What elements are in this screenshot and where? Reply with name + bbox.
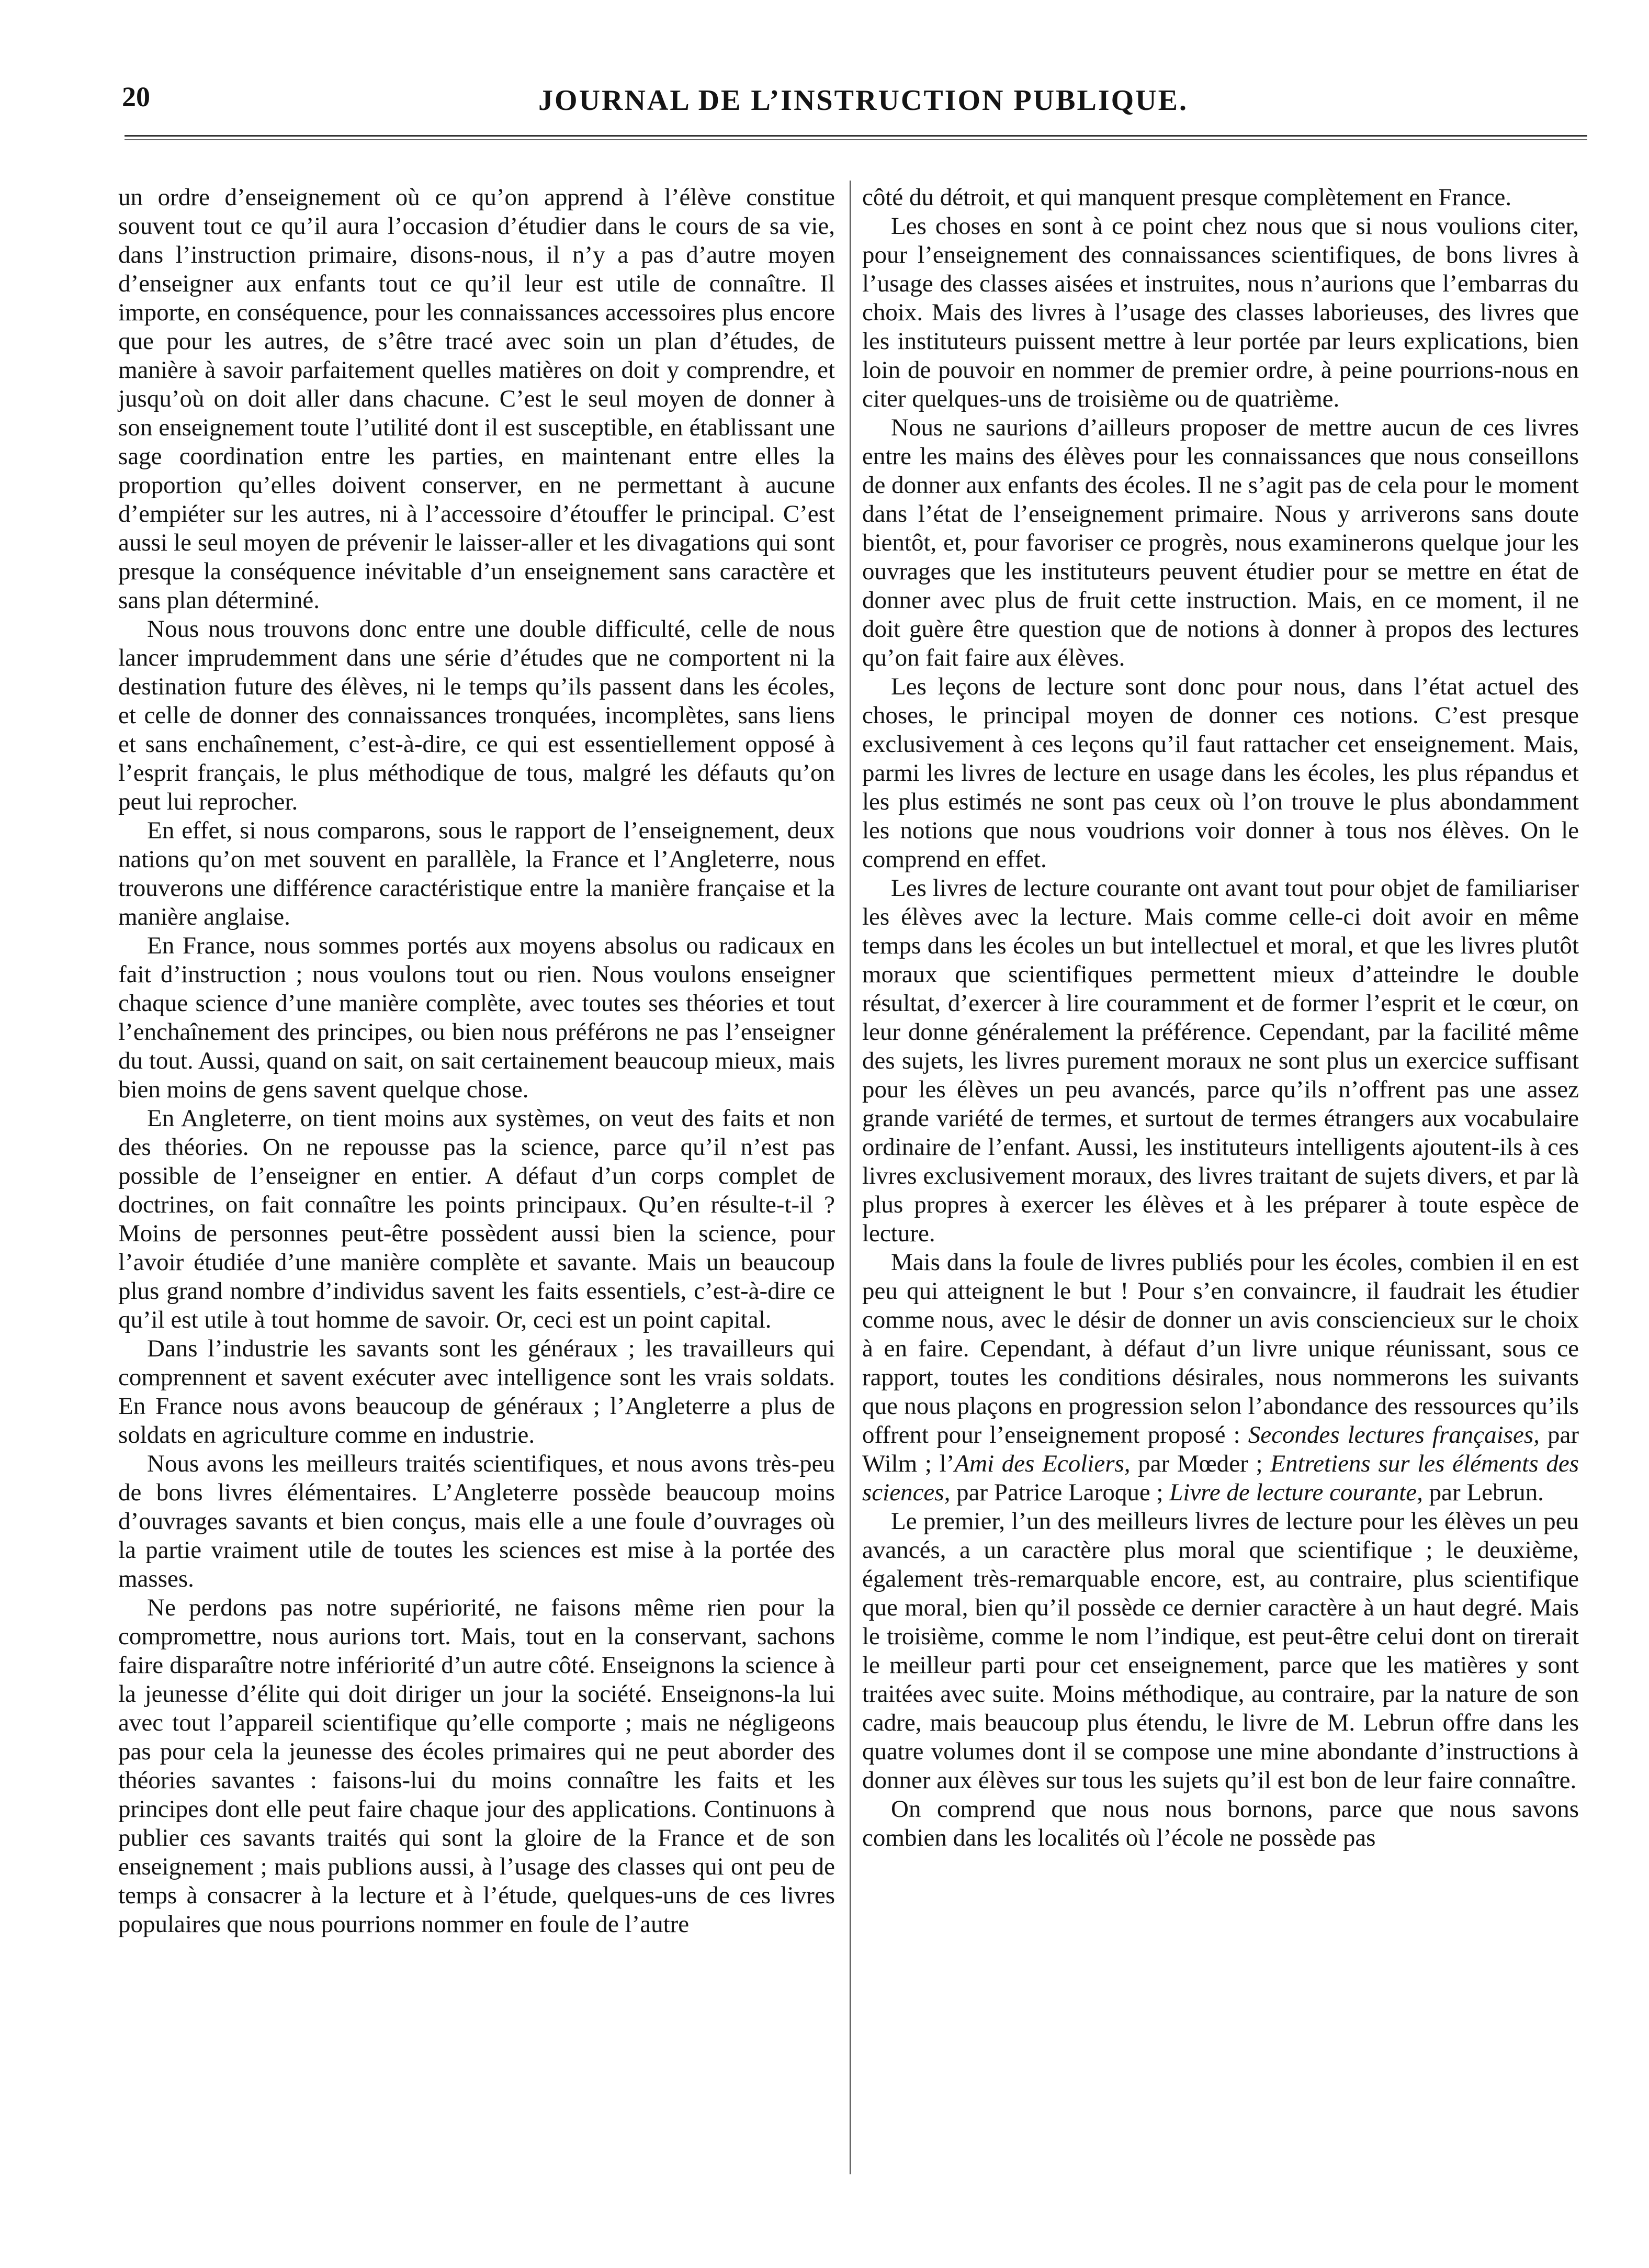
book-author: par Patrice Laroque ; — [950, 1479, 1170, 1506]
paragraph: Ne perdons pas notre supériorité, ne faisons même rien pour la compromettre, nous aurions tort. Mais, tout en la conservant, sachons faire disparaître notre infériorité d’un autre côté. Enseignons la science à la jeunesse d’élite qui doit diriger un jour la société. Enseignons-la lui avec tout l’appareil scientifique qu’elle comporte ; mais ne négligeons pas pour cela la jeunesse des écoles primaires qui ne peut aborder des théories savantes : faisons-lui du moins connaître les faits et les principes dont elle peut faire chaque jour des applications. Continuons à publier ces savants traités qui sont la gloire de la France et de son enseignement ; mais publions aussi, à l’usage des classes qui ont peu de temps à consacrer à la lecture et à l’étude, quelques-uns de ces livres populaires que nous pourrions nommer en foule de l’autre — [118, 1594, 835, 1938]
running-title: JOURNAL DE L’INSTRUCTION PUBLIQUE. — [538, 84, 1188, 117]
paragraph: Les choses en sont à ce point chez nous que si nous voulions citer, pour l’enseignement des connaissances scientifiques, de bons livres à l’usage des classes aisées et instruites, nous n’aurions que l’embarras du choix. Mais des livres à l’usage des classes laborieuses, des livres que les instituteurs puissent mettre à leur portée par leurs explications, bien loin de pouvoir en nommer de premier ordre, à peine pourrions-nous en citer quelques-uns de troisième ou de quatrième. — [862, 212, 1579, 412]
paragraph: Nous ne saurions d’ailleurs proposer de mettre aucun de ces livres entre les mains des élèves pour les connaissances que nous conseillons de donner aux enfants des écoles. Il ne s’agit pas de cela pour le moment dans l’état de l’enseignement primaire. Nous y arriverons sans doute bientôt, et, pour favoriser ce progrès, nous examinerons quelque jour les ouvrages que les instituteurs peuvent étudier pour se mettre en état de donner avec plus de fruit cette instruction. Mais, en ce moment, il ne doit guère être question que de notions à donner à propos des lectures qu’on fait faire aux élèves. — [862, 414, 1579, 671]
paragraph: Le premier, l’un des meilleurs livres de lecture pour les élèves un peu avancés, a un caractère plus moral que scientifique ; le deuxième, également très-remarquable encore, est, au contraire, plus scientifique que moral, bien qu’il possède ce dernier caractère à un haut degré. Mais le troisième, comme le nom l’indique, est peut-être celui dont on tirerait le meilleur parti pour cet enseignement, parce que les matières y sont traitées avec suite. Moins méthodique, au contraire, par la nature de son cadre, mais beaucoup plus étendu, le livre de M. Lebrun offre dans les quatre volumes dont il se compose une mine abondante d’instructions à donner aux élèves sur tous les sujets qu’il est bon de leur faire connaître. — [862, 1508, 1579, 1794]
paragraph: Nous nous trouvons donc entre une double difficulté, celle de nous lancer imprudemment dans une série d’études que ne comportent ni la destination future des élèves, ni le temps qu’ils passent dans les écoles, et celle de donner des connaissances tronquées, incomplètes, sans liens et sans enchaînement, c’est-à-dire, ce qui est essentiellement opposé à l’esprit français, le plus méthodique de tous, malgré les défauts qu’on peut lui reprocher. — [118, 615, 835, 815]
paragraph-book-list — [862, 1248, 1579, 1507]
paragraph: Les leçons de lecture sont donc pour nous, dans l’état actuel des choses, le principal moyen de donner ces notions. C’est presque exclusivement à ces leçons qu’il faut rattacher cet enseignement. Mais, parmi les livres de lecture en usage dans les écoles, les plus répandus et les plus estimés ne sont pas ceux où l’on trouve le plus abondamment les notions que nous voudrions voir donner à tous nos élèves. On le comprend en effet. — [862, 673, 1579, 873]
paragraph: un ordre d’enseignement où ce qu’on apprend à l’élève constitue souvent tout ce qu’il aura l’occasion d’étudier dans le cours de sa vie, dans l’instruction primaire, disons-nous, il n’y a pas d’autre moyen d’enseigner aux enfants tout ce qu’il leur est utile de connaître. Il importe, en conséquence, pour les connaissances accessoires plus encore que pour les autres, de s’être tracé avec soin un plan d’études, de manière à savoir parfaitement quelles matières on doit y comprendre, et jusqu’où on doit aller dans chacune. C’est le seul moyen de donner à son enseignement toute l’utilité dont il est susceptible, en établissant une sage coordination entre les parties, en maintenant entre elles la proportion qu’elles doivent conserver, en ne permettant à aucune d’empiéter sur les autres, ni à l’accessoire d’étouffer le principal. C’est aussi le seul moyen de prévenir le laisser-aller et les divagations qui sont presque la conséquence inévitable d’un enseignement sans caractère et sans plan déterminé. — [118, 184, 835, 614]
left-column — [118, 183, 835, 1939]
paragraph: Dans l’industrie les savants sont les généraux ; les travailleurs qui comprennent et savent exécuter avec intelligence sont les vrais soldats. En France nous avons beaucoup de généraux ; l’Angleterre a plus de soldats en agriculture comme en industrie. — [118, 1335, 835, 1449]
book-title: Entretiens sur les éléments des sciences, — [862, 1450, 1579, 1506]
paragraph: Les livres de lecture courante ont avant tout pour objet de familiariser les élèves avec la lecture. Mais comme celle-ci doit avoir en même temps dans les écoles un but intellectuel et moral, et que les livres plutôt moraux que scientifiques permettent mieux d’atteindre le double résultat, d’exercer à lire couramment et de former l’esprit et le cœur, on leur donne généralement la préférence. Cependant, par la facilité même des sujets, les livres purement moraux ne sont plus un exercice suffisant pour les élèves un peu avancés, parce qu’ils n’offrent pas une assez grande variété de termes, et surtout de termes étrangers aux vocabulaire ordinaire de l’enfant. Aussi, les instituteurs intelligents ajoutent-ils à ces livres exclusivement moraux, des livres traitant de sujets divers, et par là plus propres à exercer les élèves et à les préparer à toute espèce de lecture. — [862, 874, 1579, 1247]
page-number: 20 — [122, 81, 150, 113]
right-column — [862, 183, 1579, 1852]
page-header — [0, 78, 1649, 126]
book-author: par Mœder ; — [1130, 1450, 1271, 1477]
header-rule — [125, 135, 1587, 140]
paragraph-text: Mais dans la foule de livres publiés pour les écoles, combien il en est peu qui atteignent le but ! Pour s’en convaincre, il faudrait les étudier comme nous, avec le désir de donner un avis consciencieux sur le choix à en faire. Cependant, à défaut d’un livre unique réunissant, sous ce rapport, toutes les conditions désirales, nous nommerons les suivants que nous plaçons en progression selon l’abondance des ressources qu’ils offrent pour l’enseignement proposé : — [862, 1249, 1579, 1449]
book-title: Livre de lecture courante, — [1169, 1479, 1423, 1506]
book-title: Ami des Ecoliers, — [954, 1450, 1131, 1477]
paragraph: En Angleterre, on tient moins aux systèmes, on veut des faits et non des théories. On ne repousse pas la science, parce qu’il n’est pas possible de l’enseigner en entier. A défaut d’un corps complet de doctrines, on fait connaître les points principaux. Qu’en résulte-t-il ? Moins de personnes peut-être possèdent aussi bien la science, pour l’avoir étudiée d’une manière complète et savante. Mais un beaucoup plus grand nombre d’individus savent les faits essentiels, c’est-à-dire ce qu’il est utile à tout homme de savoir. Or, ceci est un point capital. — [118, 1105, 835, 1333]
book-title: Secondes lectures françaises, — [1248, 1421, 1540, 1449]
paragraph: En France, nous sommes portés aux moyens absolus ou radicaux en fait d’instruction ; nous voulons tout ou rien. Nous voulons enseigner chaque science d’une manière complète, avec toutes ses théories et tout l’enchaînement des principes, ou bien nous préférons ne pas l’enseigner du tout. Aussi, quand on sait, on sait certainement beaucoup mieux, mais bien moins de gens savent quelque chose. — [118, 932, 835, 1103]
paragraph: côté du détroit, et qui manquent presque complètement en France. — [862, 184, 1512, 211]
paragraph: Nous avons les meilleurs traités scientifiques, et nous avons très-peu de bons livres élémentaires. L’Angleterre possède beaucoup moins d’ouvrages savants et bien conçus, mais elle a une foule d’ouvrages où la partie vraiment utile de toutes les sciences est mise à la portée des masses. — [118, 1450, 835, 1592]
paragraph: On comprend que nous nous bornons, parce que nous savons combien dans les localités où l’école ne possède pas — [862, 1795, 1579, 1851]
book-author: par Lebrun. — [1422, 1479, 1544, 1506]
paragraph: En effet, si nous comparons, sous le rapport de l’enseignement, deux nations qu’on met souvent en parallèle, la France et l’Angleterre, nous trouverons une différence caractéristique entre la manière française et la manière anglaise. — [118, 817, 835, 930]
column-divider — [850, 181, 851, 2174]
book-author: par Wilm ; l’ — [862, 1421, 1579, 1477]
